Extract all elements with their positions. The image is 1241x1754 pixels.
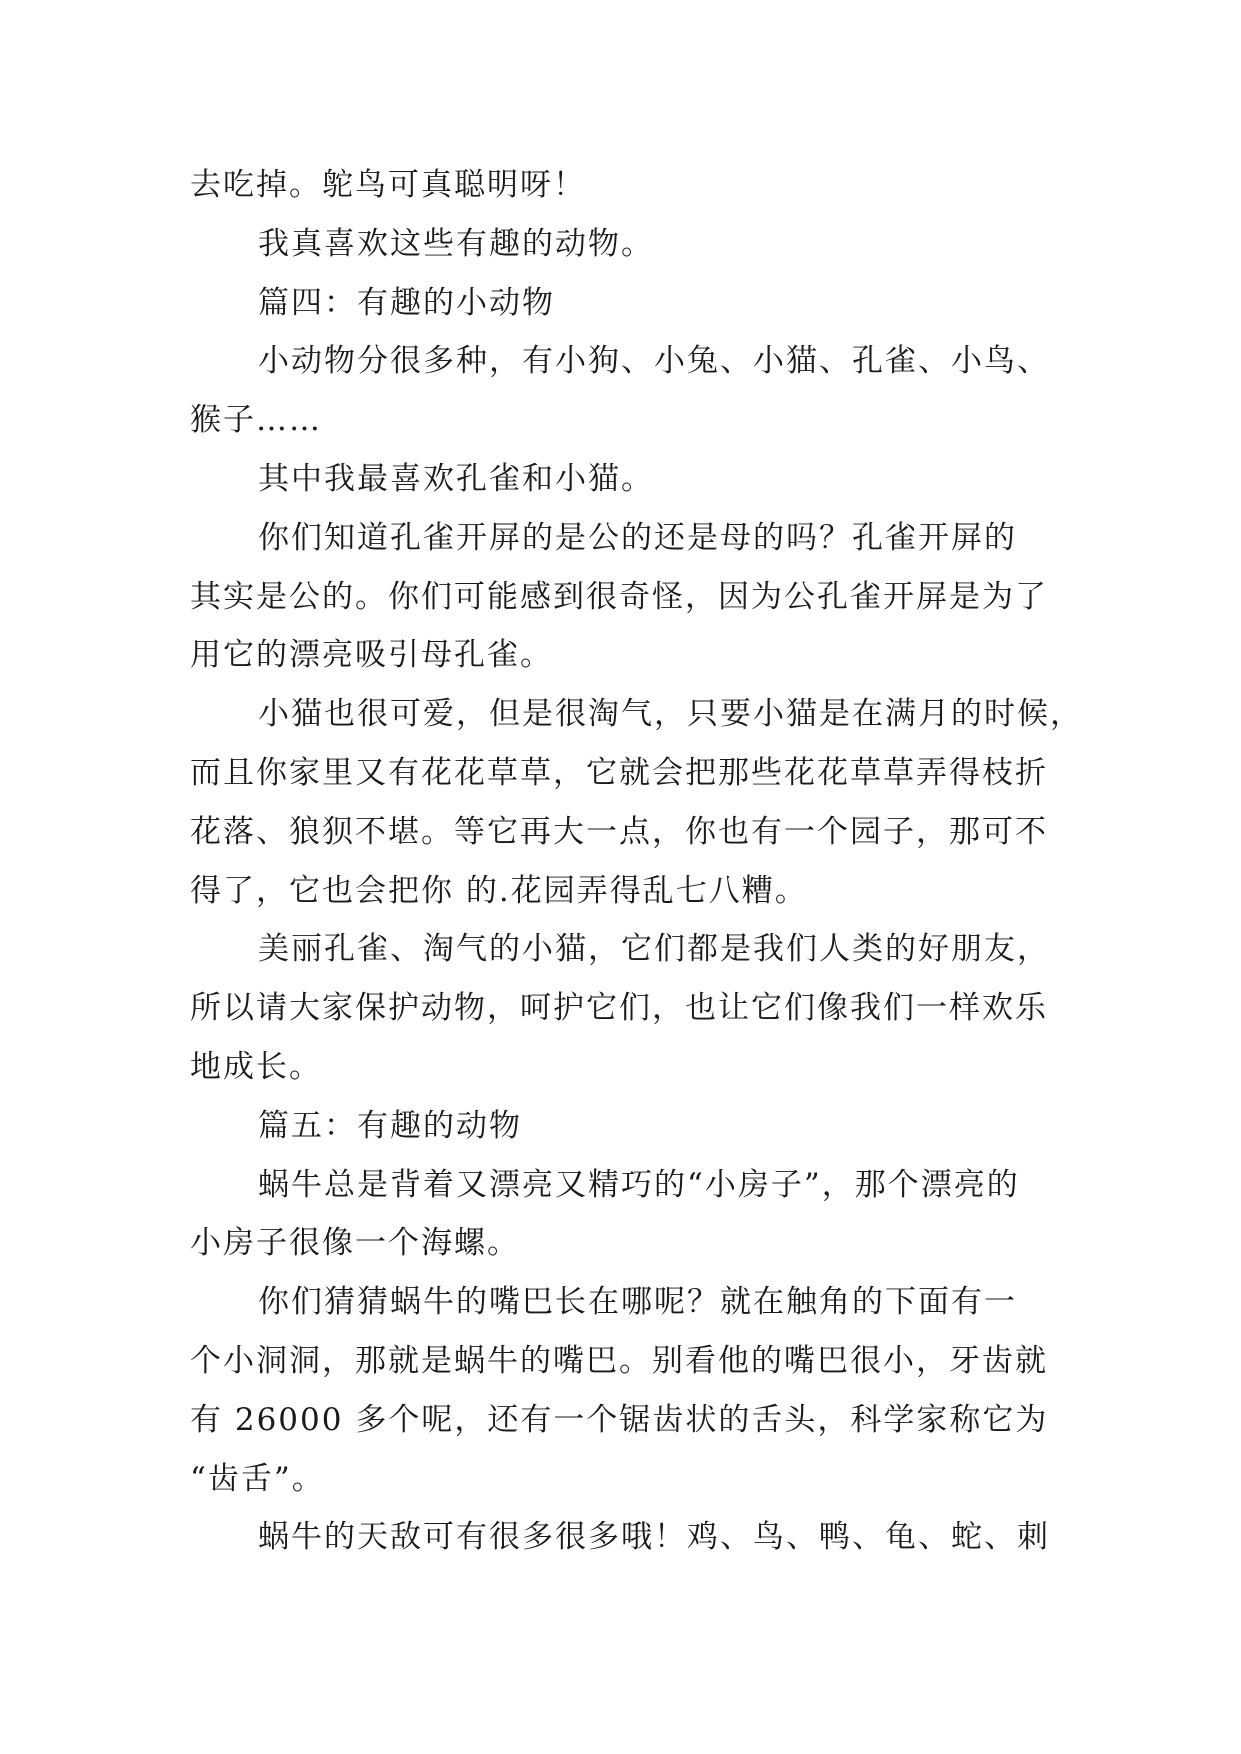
paragraph-10 [190, 1156, 1060, 1274]
paragraph-4 [190, 332, 1060, 450]
text-line: 蜗牛总是背着又漂亮又精巧的“小房子”，那个漂亮的 [258, 1166, 1020, 1203]
text-line: 花落、狼狈不堪。等它再大一点，你也有一个园子，那可不 [190, 813, 1048, 850]
text-line: 所以请大家保护动物，呵护它们，也让它们像我们一样欢乐 [190, 990, 1048, 1027]
text-line: 猴子…… [190, 402, 322, 439]
text-line: 美丽孔雀、淘气的小猫，它们都是我们人类的好朋友， [258, 931, 1050, 968]
text-line: “齿舌”。 [190, 1460, 325, 1497]
section-heading-5 [190, 1097, 1060, 1156]
text-line: 其中我最喜欢孔雀和小猫。 [258, 460, 654, 497]
heading-text: 篇五：有趣的动物 [258, 1107, 522, 1144]
text-line: 去吃掉。鸵鸟可真聪明呀！ [190, 167, 586, 203]
text-line: 用它的漂亮吸引母孔雀。 [190, 637, 553, 674]
paragraph-7 [190, 685, 1083, 920]
paragraph-11 [190, 1273, 1060, 1508]
paragraph-6 [190, 509, 1060, 685]
text-line: 得了，它也会把你 的.花园弄得乱七八糟。 [190, 872, 808, 909]
paragraph-8 [190, 920, 1060, 1096]
paragraph-5 [190, 450, 1060, 509]
document-body [190, 156, 1083, 1567]
text-line: 小动物分很多种，有小狗、小兔、小猫、孔雀、小鸟、 [258, 343, 1050, 380]
paragraph-1 [190, 156, 1060, 215]
text-line: 你们知道孔雀开屏的是公的还是母的吗？孔雀开屏的 [258, 519, 1017, 556]
text-line: 其实是公的。你们可能感到很奇怪，因为公孔雀开屏是为了 [190, 578, 1048, 615]
text-line: 你们猜猜蜗牛的嘴巴长在哪呢？就在触角的下面有一 [258, 1284, 1017, 1321]
paragraph-2 [190, 215, 1060, 274]
text-line: 有 26000 多个呢，还有一个锯齿状的舌头，科学家称它为 [190, 1401, 1049, 1438]
section-heading-4 [190, 274, 1060, 333]
text-line: 地成长。 [190, 1048, 322, 1085]
text-line: 小猫也很可爱，但是很淘气，只要小猫是在满月的时候， [258, 696, 1083, 733]
text-line: 个小洞洞，那就是蜗牛的嘴巴。别看他的嘴巴很小，牙齿就 [190, 1342, 1048, 1379]
text-line: 小房子很像一个海螺。 [190, 1225, 520, 1262]
paragraph-12 [190, 1508, 1060, 1567]
text-line: 我真喜欢这些有趣的动物。 [258, 225, 654, 262]
heading-text: 篇四：有趣的小动物 [258, 284, 555, 321]
text-line: 而且你家里又有花花草草，它就会把那些花花草草弄得枝折 [190, 754, 1048, 791]
text-line: 蜗牛的天敌可有很多很多哦！鸡、鸟、鸭、龟、蛇、刺 [258, 1519, 1050, 1556]
